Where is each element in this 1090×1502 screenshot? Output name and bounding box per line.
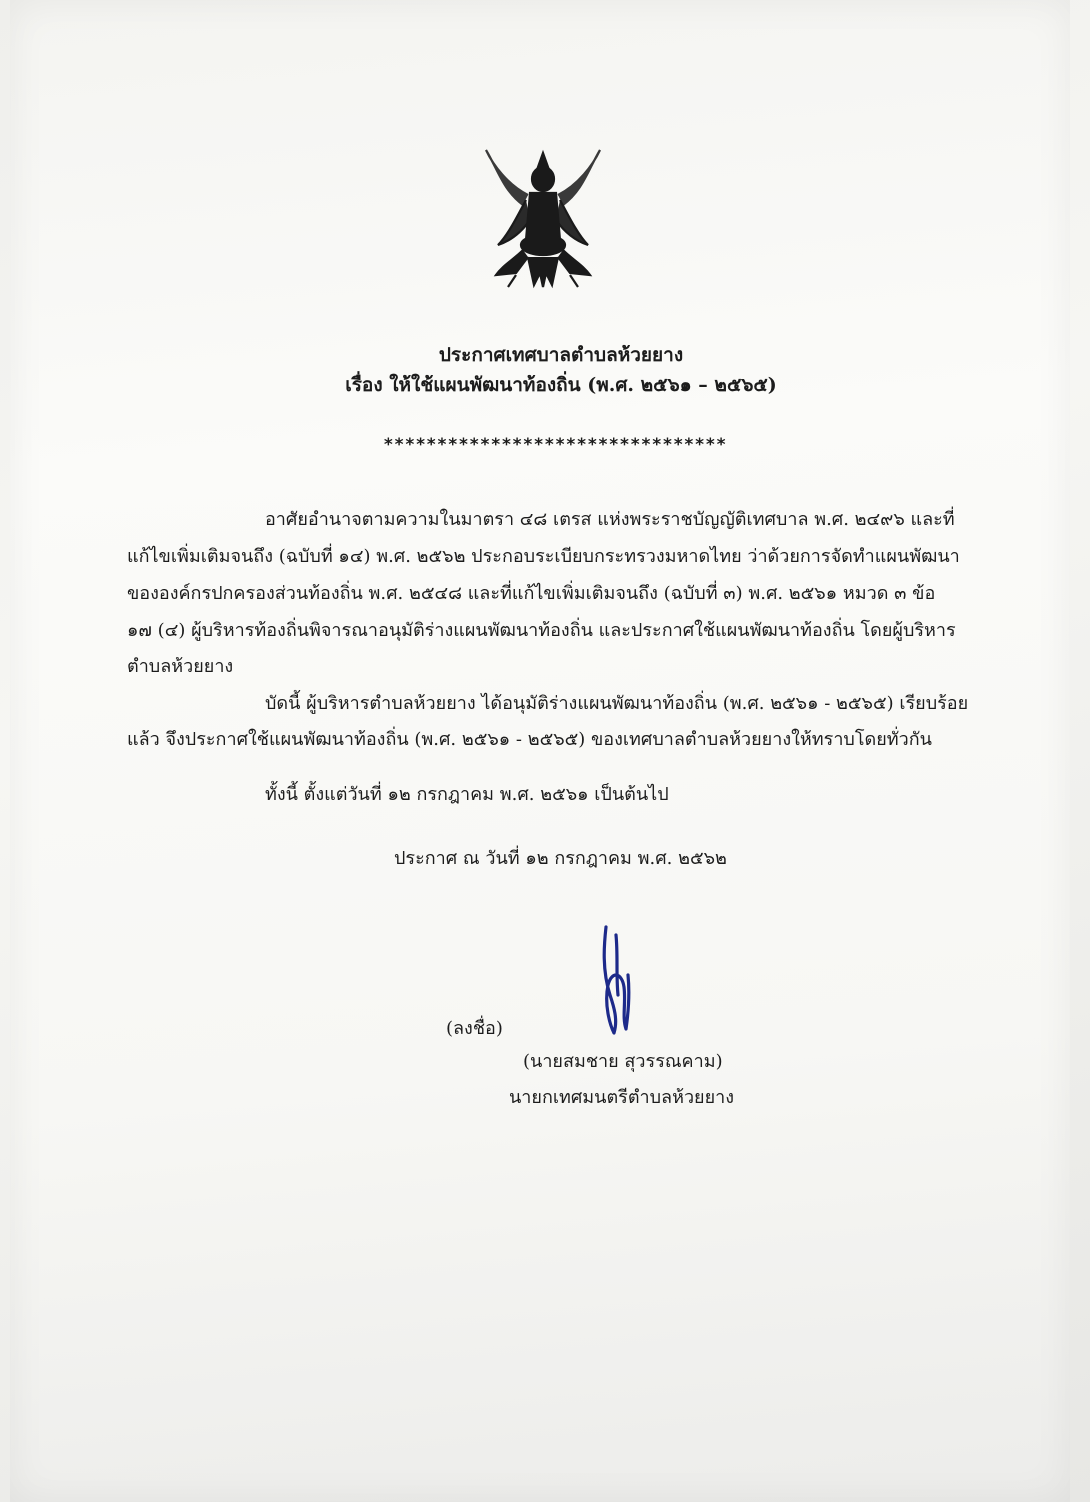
separator-line: ******************************** xyxy=(383,435,727,455)
announcement-page xyxy=(10,0,1070,1502)
announcement-date-text: ประกาศ ณ วันที่ ๑๒ กรกฎาคม พ.ศ. ๒๕๖๒ xyxy=(394,848,727,869)
body-paragraph-1-line-4: ๑๗ (๔) ผู้บริหารท้องถิ่นพิจารณาอนุมัติร่างแผนพัฒนาท้องถิ่น และประกาศใช้แผนพัฒนาท้องถิ่น โดยผู้บริหาร xyxy=(127,620,956,641)
body-paragraph-1-line-3: ขององค์กรปกครองส่วนท้องถิ่น พ.ศ. ๒๕๔๘ และที่แก้ไขเพิ่มเติมจนถึง (ฉบับที่ ๓) พ.ศ. ๒๕๖๑ หมวด ๓ ข้อ xyxy=(127,583,936,604)
signer-name: (นายสมชาย สุวรรณคาม) xyxy=(523,1051,723,1072)
effective-date-text: ทั้งนี้ ตั้งแต่วันที่ ๑๒ กรกฎาคม พ.ศ. ๒๕๖๑ เป็นต้นไป xyxy=(265,784,669,805)
document-title: ประกาศเทศบาลตำบลห้วยยาง xyxy=(438,344,684,366)
signer-position: นายกเทศมนตรีตำบลห้วยยาง xyxy=(509,1087,735,1108)
document-subject: เรื่อง ให้ใช้แผนพัฒนาท้องถิ่น (พ.ศ. ๒๕๖๑ – ๒๕๖๕) xyxy=(345,374,777,396)
body-paragraph-1-line-1: อาศัยอำนาจตามความในมาตรา ๔๘ เตรส แห่งพระราชบัญญัติเทศบาล พ.ศ. ๒๔๙๖ และที่ xyxy=(265,509,955,530)
body-paragraph-1-line-2: แก้ไขเพิ่มเติมจนถึง (ฉบับที่ ๑๔) พ.ศ. ๒๕๖๒ ประกอบระเบียบกระทรวงมหาดไทย ว่าด้วยการจัดทำแผนพัฒนา xyxy=(127,546,960,567)
garuda-emblem-icon xyxy=(468,145,618,295)
body-paragraph-2-line-1: บัดนี้ ผู้บริหารตำบลห้วยยาง ได้อนุมัติร่างแผนพัฒนาท้องถิ่น (พ.ศ. ๒๕๖๑ - ๒๕๖๕) เรียบร้อย xyxy=(265,693,969,714)
signature-label: (ลงชื่อ) xyxy=(446,1018,503,1039)
body-paragraph-2-line-2: แล้ว จึงประกาศใช้แผนพัฒนาท้องถิ่น (พ.ศ. ๒๕๖๑ - ๒๕๖๕) ของเทศบาลตำบลห้วยยางให้ทราบโดยทั่วกัน xyxy=(127,729,932,750)
body-paragraph-1-line-5: ตำบลห้วยยาง xyxy=(127,656,234,677)
handwritten-signature xyxy=(592,925,642,1040)
